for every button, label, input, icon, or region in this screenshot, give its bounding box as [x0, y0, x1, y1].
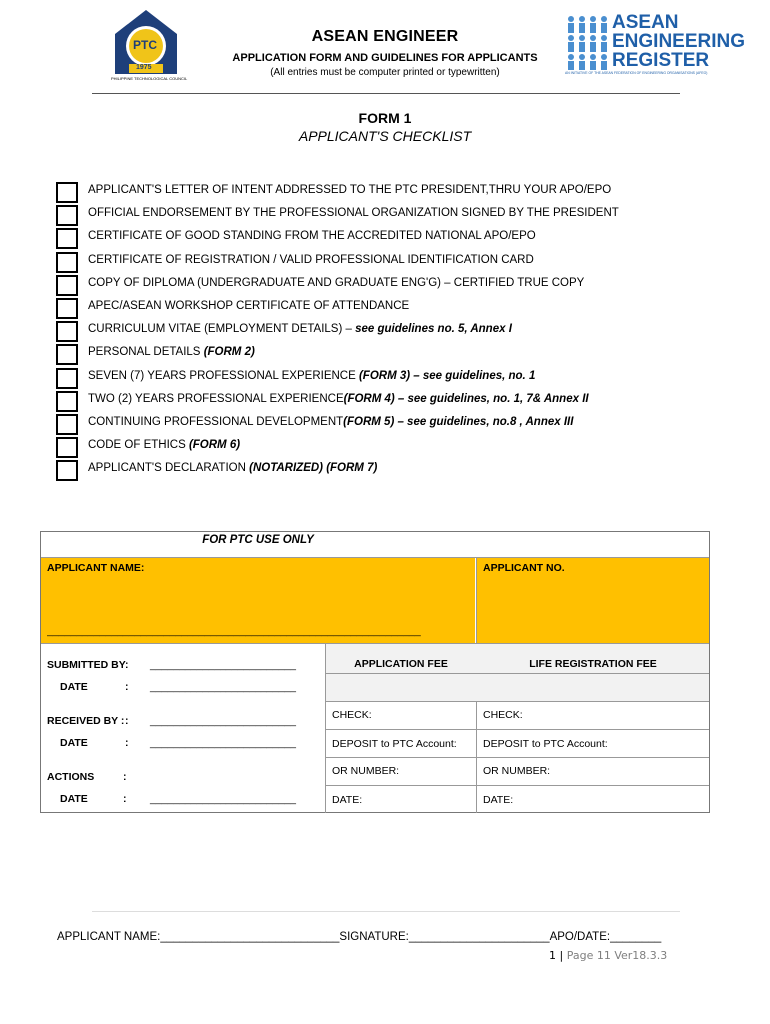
checklist-label-text: APEC/ASEAN WORKSHOP CERTIFICATE OF ATTENDANCE: [88, 299, 410, 312]
checklist-label: [88, 346, 255, 358]
received-by-label: RECEIVED BY :: [47, 715, 125, 727]
checklist-checkbox[interactable]: [56, 182, 78, 203]
checklist-item: [56, 412, 706, 435]
row-line-1: [325, 673, 709, 674]
actions-date-blank[interactable]: _________________________: [150, 793, 296, 805]
actions-colon: :: [123, 771, 127, 783]
checklist-label-text: CERTIFICATE OF GOOD STANDING FROM THE ACCREDITED NATIONAL APO/EPO: [88, 230, 536, 243]
footer-signature-label: SIGNATURE:: [339, 931, 409, 943]
app-fee-date[interactable]: DATE:: [332, 794, 363, 806]
page-note: (All entries must be computer printed or typewritten): [270, 67, 500, 78]
page-subtitle: APPLICATION FORM AND GUIDELINES FOR APPLICANTS: [232, 52, 538, 64]
checklist-label-text: SEVEN (7) YEARS PROFESSIONAL EXPERIENCE: [88, 369, 359, 382]
aer-logo-line3: REGISTER: [612, 50, 710, 71]
ptc-logo-letters: PTC: [133, 38, 157, 52]
actions-date-colon: :: [123, 793, 127, 805]
submitted-by-blank[interactable]: _________________________: [150, 659, 296, 671]
submitted-date-blank[interactable]: _________________________: [150, 681, 296, 693]
applicant-name-label: APPLICANT NAME:: [47, 562, 145, 574]
checklist-item: [56, 180, 706, 203]
checklist-label-text: TWO (2) YEARS PROFESSIONAL EXPERIENCE: [88, 392, 344, 405]
submitted-date-label: DATE: [60, 681, 88, 693]
page-title: ASEAN ENGINEER: [311, 28, 459, 45]
footer-apo-date-label: APO/DATE:: [549, 931, 611, 943]
checklist-label-text: APPLICANT'S DECLARATION: [88, 462, 250, 475]
row-line-5: [325, 785, 709, 786]
checklist-item: [56, 203, 706, 226]
received-date-blank[interactable]: _________________________: [150, 737, 296, 749]
row-line-2: [325, 701, 709, 702]
checklist-label-text: CONTINUING PROFESSIONAL DEVELOPMENT: [88, 415, 344, 428]
checklist-label: [88, 300, 409, 312]
life-fee-check[interactable]: CHECK:: [483, 709, 523, 721]
life-fee-or-number[interactable]: OR NUMBER:: [483, 765, 551, 777]
checklist-item: [56, 458, 706, 481]
checklist-label-emphasis: (FORM 6): [188, 439, 241, 452]
checklist-label-text: OFFICIAL ENDORSEMENT BY THE PROFESSIONAL ORGANIZATION SIGNED BY THE PRESIDENT: [88, 207, 619, 220]
row-line-4: [325, 757, 709, 758]
checklist-checkbox[interactable]: [56, 275, 78, 296]
footer-signature-line: [57, 931, 661, 943]
checklist-label: [88, 439, 240, 451]
page-number-separator: |: [559, 949, 564, 962]
form-number: FORM 1: [358, 110, 412, 126]
checklist-checkbox[interactable]: [56, 414, 78, 435]
footer-applicant-name-blank[interactable]: ____________________________: [160, 931, 340, 943]
actions-date-label: DATE: [60, 793, 88, 805]
submitted-by-label: SUBMITTED BY:: [47, 659, 129, 671]
yellow-top-line: [41, 557, 709, 558]
checklist-item: [56, 389, 706, 412]
received-date-label: DATE: [60, 737, 88, 749]
app-fee-deposit[interactable]: DEPOSIT to PTC Account:: [332, 738, 457, 750]
header-divider: [92, 93, 680, 94]
checklist-checkbox[interactable]: [56, 298, 78, 319]
footer-apo-date-blank[interactable]: ________: [610, 931, 662, 943]
ptc-logo-year: 1975: [136, 64, 152, 71]
life-registration-fee-header: LIFE REGISTRATION FEE: [529, 658, 657, 670]
page-number: [549, 949, 667, 962]
checklist-checkbox[interactable]: [56, 460, 78, 481]
submitted-date-colon: :: [125, 681, 129, 693]
fee-blank-bg: [326, 674, 709, 701]
app-fee-or-number[interactable]: OR NUMBER:: [332, 765, 400, 777]
checklist-label: [88, 370, 535, 382]
checklist-label: [88, 254, 534, 266]
checklist-item: [56, 319, 706, 342]
checklist-label-emphasis: see guidelines no. 5, Annex I: [355, 323, 512, 336]
checklist-label-text: CURRICULUM VITAE (EMPLOYMENT DETAILS) –: [88, 323, 356, 336]
applicant-no-label: APPLICANT NO.: [483, 562, 565, 574]
footer-signature-blank[interactable]: ______________________: [408, 931, 550, 943]
checklist-label-emphasis: (FORM 4) – see guidelines, no. 1, 7& Annex II: [343, 392, 589, 405]
checklist-checkbox[interactable]: [56, 344, 78, 365]
app-fee-check[interactable]: CHECK:: [332, 709, 372, 721]
yellow-divider: [476, 557, 477, 643]
checklist-item: [56, 273, 706, 296]
checklist-label-text: APPLICANT'S LETTER OF INTENT ADDRESSED TO THE PTC PRESIDENT,THRU YOUR APO/EPO: [88, 184, 612, 196]
aer-logo-tagline: AN INITIATIVE OF THE ASEAN FEDERATION OF ENGINEERING ORGANISATIONS (AFEO): [565, 71, 708, 75]
checklist-checkbox[interactable]: [56, 437, 78, 458]
row-line-3: [325, 729, 709, 730]
checklist-label-emphasis: (FORM 3) – see guidelines, no. 1: [358, 369, 536, 382]
checklist-label: [88, 230, 536, 242]
checklist-item: [56, 226, 706, 249]
checklist-item: [56, 342, 706, 365]
checklist-checkbox[interactable]: [56, 252, 78, 273]
checklist-item: [56, 296, 706, 319]
ptc-logo-caption: PHILIPPINE TECHNOLOGICAL COUNCIL: [111, 76, 188, 81]
life-fee-date[interactable]: DATE:: [483, 794, 514, 806]
applicant-name-blank[interactable]: ________________________________________________________________: [47, 625, 421, 637]
page-number-value: 1: [549, 949, 556, 962]
footer-applicant-name-label: APPLICANT NAME:: [57, 931, 161, 943]
checklist-checkbox[interactable]: [56, 205, 78, 226]
checklist-label: [88, 184, 611, 196]
received-date-colon: :: [125, 737, 129, 749]
checklist-label: [88, 393, 589, 405]
checklist-label: [88, 277, 584, 289]
aer-logo-line2: ENGINEERING: [612, 31, 746, 52]
applicant-checklist: [56, 180, 706, 481]
received-by-colon: :: [125, 715, 129, 727]
checklist-label: [88, 207, 619, 219]
checklist-label-emphasis: (NOTARIZED) (FORM 7): [249, 462, 378, 475]
life-fee-deposit[interactable]: DEPOSIT to PTC Account:: [483, 738, 608, 750]
checklist-checkbox[interactable]: [56, 391, 78, 412]
ptc-use-heading: FOR PTC USE ONLY: [202, 534, 314, 546]
checklist-checkbox[interactable]: [56, 228, 78, 249]
page-version: Page 11 Ver18.3.3: [566, 949, 668, 962]
checklist-label-text: CERTIFICATE OF REGISTRATION / VALID PROFESSIONAL IDENTIFICATION CARD: [88, 253, 534, 266]
checklist-item: [56, 366, 706, 389]
actions-label: ACTIONS: [47, 771, 95, 783]
checklist-item: [56, 435, 706, 458]
received-by-blank[interactable]: _________________________: [150, 715, 296, 727]
checklist-checkbox[interactable]: [56, 321, 78, 342]
checklist-label: [88, 323, 512, 335]
checklist-label-text: COPY OF DIPLOMA (UNDERGRADUATE AND GRADUATE ENG'G) – CERTIFIED TRUE COPY: [88, 276, 585, 289]
checklist-label-text: CODE OF ETHICS: [88, 439, 189, 452]
checklist-checkbox[interactable]: [56, 368, 78, 389]
checklist-label-emphasis: (FORM 2): [203, 346, 255, 359]
checklist-item: [56, 250, 706, 273]
aer-logo-line1: ASEAN: [612, 12, 679, 33]
application-fee-header: APPLICATION FEE: [354, 658, 448, 670]
footer-divider: [92, 911, 680, 912]
checklist-label: [88, 416, 573, 428]
checklist-label-emphasis: (FORM 5) – see guidelines, no.8 , Annex III: [343, 415, 574, 428]
checklist-label: [88, 462, 377, 474]
form-name: APPLICANT'S CHECKLIST: [298, 128, 472, 144]
checklist-label-text: PERSONAL DETAILS: [88, 346, 204, 359]
